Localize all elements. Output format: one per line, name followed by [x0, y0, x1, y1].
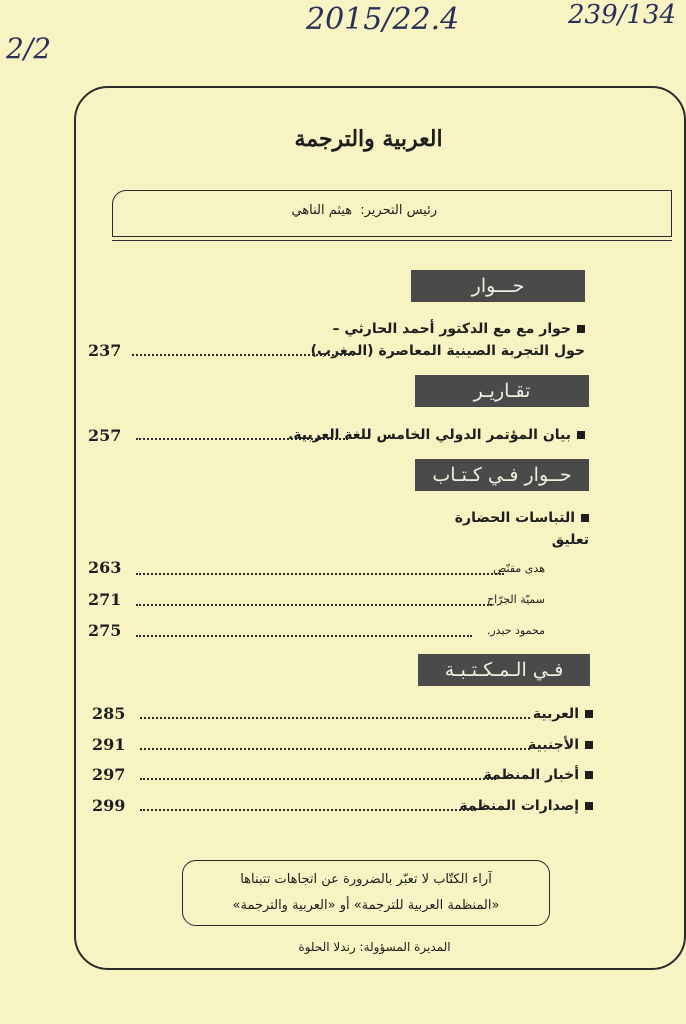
bullet-square-icon — [577, 431, 585, 439]
toc-entry-book[interactable]: التباسات الحضارة — [455, 510, 589, 526]
bullet-square-icon — [577, 325, 585, 333]
page-number-author: 263 — [88, 558, 122, 577]
page-number-author: 271 — [88, 590, 122, 609]
dot-leader — [136, 438, 348, 440]
section-heading-interview: حـــوار — [411, 270, 585, 302]
dot-leader — [140, 748, 530, 750]
toc-entry-reports[interactable]: بيان المؤتمر الدولي الخامس للغة العربية. — [288, 427, 585, 443]
editor-in-chief — [291, 203, 437, 218]
dot-leader — [136, 635, 472, 637]
handwritten-page-number: 2/2 — [6, 32, 52, 65]
page-number-library: 299 — [92, 796, 126, 815]
bullet-square-icon — [585, 771, 593, 779]
author-name: هدى مقنّص — [493, 562, 545, 575]
page-number-library: 285 — [92, 704, 126, 723]
bullet-square-icon — [581, 514, 589, 522]
editor-name: هيثم الناهي — [291, 203, 353, 218]
toc-entry-interview[interactable]: حوار مع مع الدكتور أحمد الحارثي – — [332, 321, 585, 337]
managing-director: المديرة المسؤولة: رندلا الحلوة — [298, 940, 451, 954]
toc-entry-library[interactable]: أخبار المنظمة — [484, 767, 593, 783]
bullet-square-icon — [585, 802, 593, 810]
dot-leader — [136, 604, 492, 606]
bullet-square-icon — [585, 710, 593, 718]
editor-label: رئيس التحرير: — [360, 203, 437, 218]
disclaimer-line: «المنظمة العربية للترجمة» أو «العربية والترجمة» — [232, 898, 500, 913]
disclaimer-box — [182, 860, 550, 926]
page-number-author: 275 — [88, 621, 122, 640]
section-heading-library: فـي الـمـكـتـبـة — [418, 654, 590, 686]
dot-leader — [140, 809, 476, 811]
comment-label: تعليق — [551, 532, 589, 548]
toc-entry-library[interactable]: العربية — [533, 706, 593, 722]
page-number-reports: 257 — [88, 426, 122, 445]
divider-rule — [112, 240, 672, 241]
disclaimer-line: آراء الكتّاب لا تعبّر بالضرورة عن اتجاهات تتبناها — [240, 872, 492, 887]
handwritten-catalog-number: 239/134 — [568, 0, 677, 30]
section-heading-reports: تقـاريـر — [415, 375, 589, 407]
author-name: محمود حيدر. — [486, 624, 545, 637]
toc-entry-library[interactable]: الأجنبية — [528, 737, 593, 753]
dot-leader — [136, 573, 504, 575]
page-number-library: 291 — [92, 735, 126, 754]
dot-leader — [140, 717, 530, 719]
handwritten-date: 2015/22.4 — [306, 2, 460, 37]
page-number-interview: 237 — [88, 341, 122, 360]
dot-leader — [140, 778, 496, 780]
author-name: سميّة الجرّاح — [486, 593, 545, 606]
page-number-library: 297 — [92, 765, 126, 784]
toc-entry-library[interactable]: إصدارات المنظمة — [459, 798, 593, 814]
section-heading-book-dialogue: حــوار فـي كـتـاب — [415, 459, 589, 491]
dot-leader — [132, 354, 354, 356]
divider-rule — [112, 236, 672, 237]
toc-entry-interview-line2[interactable]: حول التجربة الصينية المعاصرة (المغرب) — [310, 343, 585, 359]
bullet-square-icon — [585, 741, 593, 749]
journal-title: العربية والترجمة — [294, 126, 443, 152]
